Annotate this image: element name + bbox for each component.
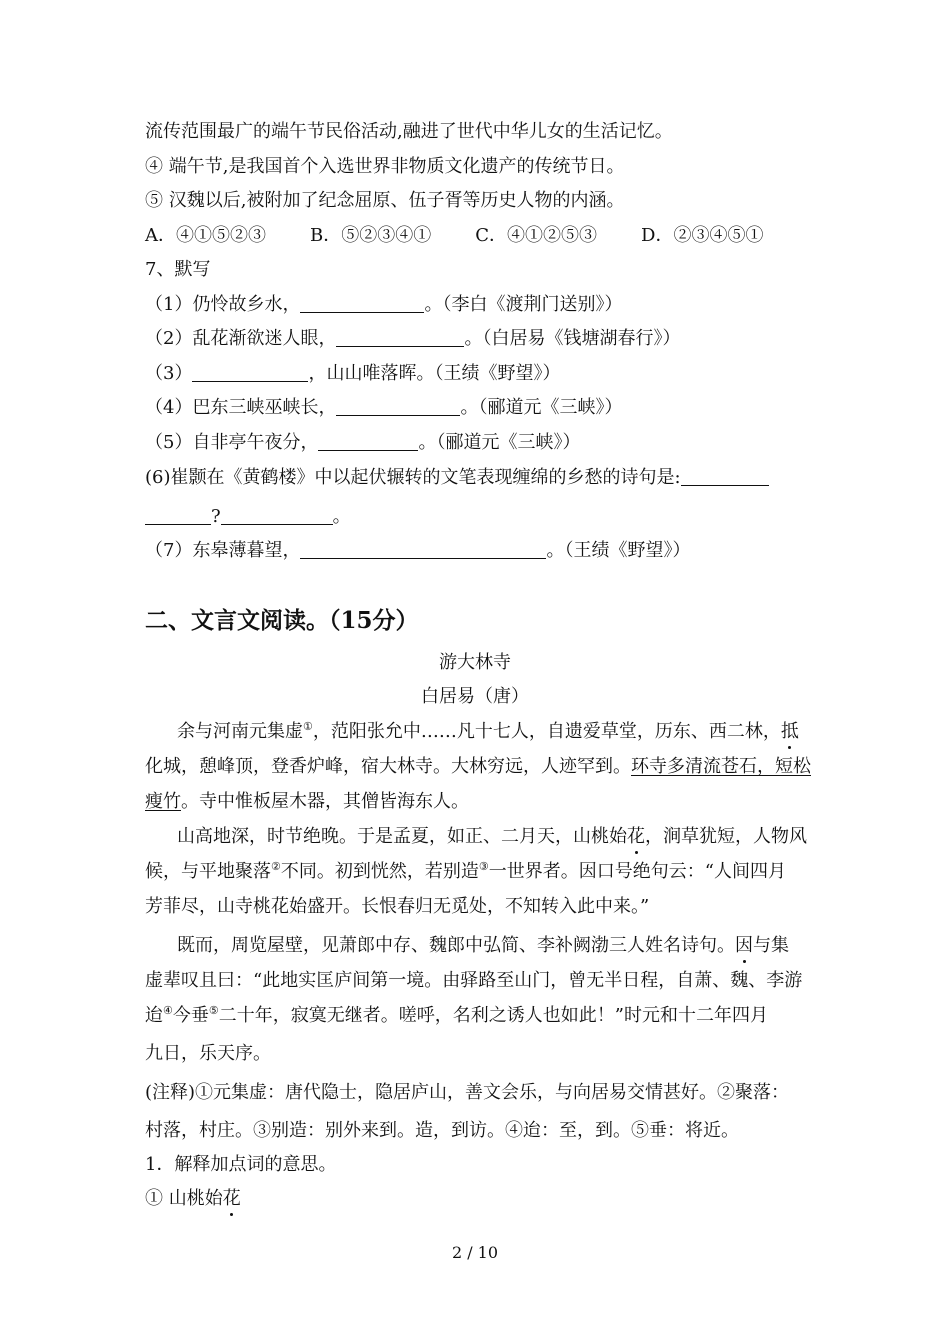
dotted-word: 花 [222,1188,241,1209]
text: ，范阳张允中……凡十七人，自遗爱草堂，历东、西二林， [312,721,781,742]
dotted-word: 因 [735,935,753,956]
text: 山高地深，时节绝晚。于是孟夏，如正、二月天，山桃始 [177,826,627,847]
item-source: 。（王绩《野望》） [546,540,691,561]
passage-line [145,860,815,884]
item-text: (6)崔颢在《黄鹤楼》中以起伏辗转的文笔表现缠绵的乡愁的诗句是: [145,467,681,488]
item-source: 。（郦道元《三峡》） [418,432,581,453]
answer-blank[interactable] [145,508,211,525]
text: 化城，憩峰顶，登香炉峰，宿大林寺。大林穷远，人迹罕到。 [145,756,631,777]
text: 二十年，寂寞无继者。嗟呼，名利之诱人也如此！”时元和十二年四月 [218,1005,768,1026]
answer-options [145,224,815,248]
notes-line: (注释)①元集虚：唐代隐士，隐居庐山，善文会乐，与向居易交情甚好。②聚落： [145,1082,790,1103]
text: 今垂 [172,1005,209,1026]
dictation-item-continued [145,505,815,529]
footnote-marker: ② [271,860,281,873]
footnote-marker: ④ [163,1004,173,1017]
text-line: ④ 端午节,是我国首个入选世界非物质文化遗产的传统节日。 [145,156,625,177]
question-item [145,1187,815,1211]
text: 候，与平地聚落 [145,861,271,882]
dictation-item [145,362,815,386]
text: 余与河南元集虚 [177,721,303,742]
dictation-item [145,396,815,420]
passage-line: 九日，乐天序。 [145,1043,271,1064]
dictation-item [145,293,815,317]
passage-line [145,1004,815,1028]
item-text: ? [211,506,221,527]
item-source: 。（李白《渡荆门送别》） [424,294,623,315]
dictation-item [145,539,815,563]
answer-blank[interactable] [336,399,460,416]
answer-blank[interactable] [300,296,424,313]
item-text: （5）自非亭午夜分， [145,432,319,453]
passage-line [177,720,847,744]
passage-line: 芳菲尽，山寺桃花始盛开。长恨春归无觅处，不知转入此中来。” [145,896,650,917]
item-text: （1）仍怜故乡水， [145,294,301,315]
underlined-text: 瘦竹 [145,791,181,812]
text: 与集 [753,935,789,956]
question-title: 7、默写 [145,259,211,280]
item-text: （2）乱花渐欲迷人眼， [145,328,337,349]
option-a: A．④①⑤②③ [145,225,266,246]
footnote-marker: ⑤ [208,1004,219,1017]
text: ，涧草犹短，人物风 [645,826,807,847]
text: ① 山桃始 [145,1188,223,1209]
text-line: ⑤ 汉魏以后,被附加了纪念屈原、伍子胥等历史人物的内涵。 [145,190,625,211]
footnote-marker: ③ [478,860,489,873]
dictation-item [145,327,815,351]
text: 。寺中惟板屋木器，其僧皆海东人。 [181,791,469,812]
answer-blank[interactable] [681,469,769,486]
option-d: D．②③④⑤① [641,225,764,246]
item-text: （7）东皋薄暮望， [145,540,301,561]
passage-title: 游大林寺 [439,652,511,673]
passage-line: 虚辈叹且曰：“此地实匡庐间第一境。由驿路至山门，曾无半日程，自萧、魏、李游 [145,970,803,991]
passage-line [177,825,847,849]
text: 迨 [145,1005,163,1026]
text: 既而，周览屋壁，见萧郎中存、魏郎中弘简、李补阙渤三人姓名诗句。 [177,935,735,956]
item-source: 。（郦道元《三峡》） [460,397,623,418]
section-heading: 二、文言文阅读。（15分） [145,607,419,634]
text-line: 流传范围最广的端午节民俗活动,融进了世代中华儿女的生活记忆。 [145,121,673,142]
dictation-item [145,431,815,455]
text: 一世界者。因口号绝句云：“人间四月 [488,861,786,882]
answer-blank[interactable] [221,508,333,525]
page-number: 2 / 10 [451,1243,499,1262]
item-source: ，山山唯落晖。（王绩《野望》） [308,363,561,384]
item-text: 。 [332,506,351,527]
item-text: （4）巴东三峡巫峡长， [145,397,337,418]
dictation-item [145,466,815,490]
answer-blank[interactable] [318,434,418,451]
passage-line [145,790,815,814]
option-b: B．⑤②③④① [310,225,432,246]
passage-line [177,934,847,958]
dotted-word: 花 [627,826,645,847]
notes-line: 村落，村庄。③别造：别外来到。造，到访。④迨：至，到。⑤垂：将近。 [145,1120,739,1141]
option-c: C．④①②⑤③ [475,225,598,246]
question-title: 1．解释加点词的意思。 [145,1154,337,1175]
item-text: （3） [145,363,193,384]
answer-blank[interactable] [336,330,464,347]
text: 不同。初到恍然，若别造 [280,861,479,882]
dotted-word: 抵 [780,721,799,742]
answer-blank[interactable] [192,365,308,382]
item-source: 。（白居易《钱塘湖春行》） [464,328,681,349]
answer-blank[interactable] [300,542,546,559]
passage-author: 白居易（唐） [421,686,529,707]
passage-line [145,755,815,779]
footnote-marker: ① [303,720,313,733]
underlined-text: 环寺多清流苍石，短松 [631,756,811,777]
